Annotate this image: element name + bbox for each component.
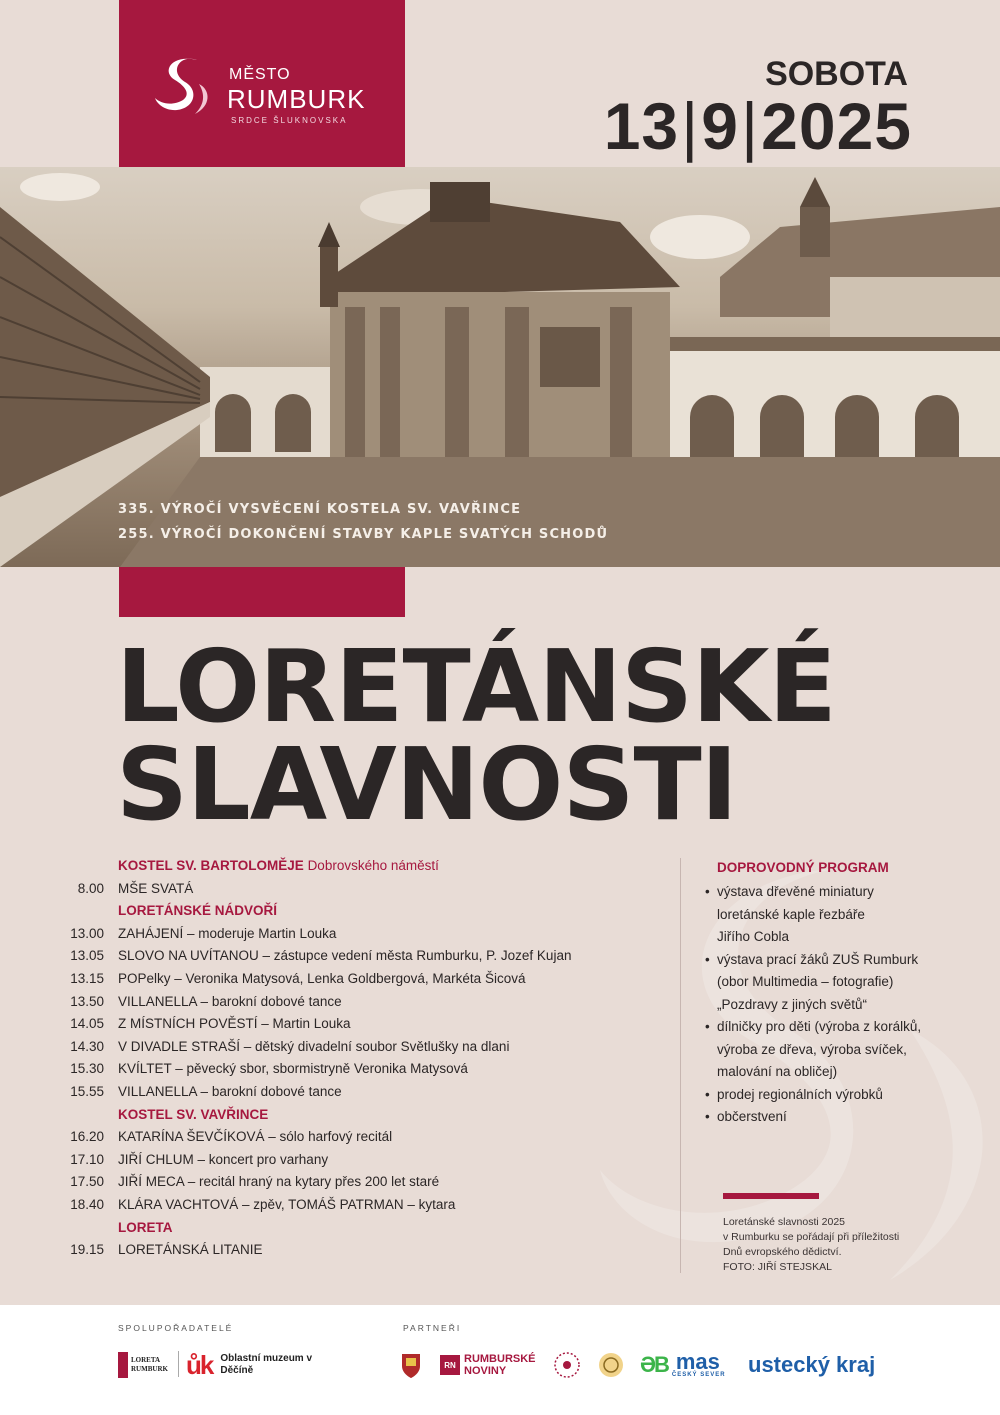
side-program-item [705,881,975,949]
column-divider [680,858,681,1273]
program-item [0,971,680,994]
venue-name [118,1220,173,1235]
side-program-item [705,1084,975,1107]
side-program-item [705,1016,975,1084]
venue-name [118,858,439,873]
program-time: 13.50 [70,993,104,1009]
program-time: 13.00 [70,925,104,941]
crest-logo [400,1347,422,1383]
mas-mark-icon: ƏB [640,1352,668,1377]
note-accent-bar [723,1193,819,1199]
program-description: VILLANELLA – barokní dobové tance [118,993,342,1009]
program-item [0,1061,680,1084]
side-program-line: • výstava dřevěné miniatury [717,884,874,899]
program-item [0,926,680,949]
note-line: Dnů evropského dědictví. [723,1246,842,1258]
uk-mark: ůk [186,1349,213,1380]
logo-line1: MĚSTO [229,66,291,83]
side-program-line: malování na obličej) [717,1064,838,1079]
loreta-courtyard-photo [0,167,1000,567]
program-venue-heading [0,858,680,881]
program-venue-heading [0,1107,680,1130]
loreta-logo-text: LORETA RUMBURK [131,1356,168,1373]
program-description: KVÍLTET – pěvecký sbor, sbormistryně Veronika Matysová [118,1061,468,1077]
rumburske-noviny-logo [440,1347,536,1383]
side-program-line: výroba ze dřeva, výroba svíček, [717,1041,907,1057]
program-description: JIŘÍ MECA – recitál hraný na kytary přes 200 let staré [118,1174,440,1190]
date-year: 2025 [761,89,912,163]
program-list [0,858,680,1265]
footer-partners [0,1305,1000,1415]
event-note [723,1215,899,1275]
venue-location: Dobrovského náměstí [307,858,439,873]
partners-label: PARTNEŘI [403,1323,462,1333]
event-day: SOBOTA [765,55,908,93]
program-time: 14.30 [70,1038,104,1054]
partner-logo-circle [553,1347,581,1383]
program-description: KATARÍNA ŠEVČÍKOVÁ – sólo harfový recitál [118,1129,393,1145]
ustecky-kraj-logo [748,1347,875,1383]
side-program-line: Jiřího Cobla [717,929,790,944]
date-separator: | [681,89,700,163]
side-program-list [705,881,975,1129]
venue-name [118,1107,268,1122]
side-program-heading: DOPROVODNÝ PROGRAM [717,860,889,875]
mas-subtitle: ČESKÝ SEVER [671,1372,726,1378]
mas-cesky-sever-logo [640,1347,726,1383]
side-program-line: (obor Multimedia – fotografie) [717,974,894,989]
anniversary-caption-1: 335. VÝROČÍ VYSVĚCENÍ KOSTELA SV. VAVŘINCE [118,502,522,517]
rn-text [464,1353,536,1377]
program-item [0,1084,680,1107]
program-time: 13.15 [70,970,104,986]
event-date [604,88,912,164]
mas-text [671,1349,726,1378]
program-description: Z MÍSTNÍCH POVĚSTÍ – Martin Louka [118,1016,351,1032]
logo-tagline: SRDCE ŠLUKNOVSKA [231,116,348,125]
program-description: JIŘÍ CHLUM – koncert pro varhany [118,1151,329,1167]
program-description: POPelky – Veronika Matysová, Lenka Goldbergová, Markéta Šicová [118,970,526,986]
venue-name [118,903,277,918]
program-venue-heading [0,1220,680,1243]
program-item [0,1174,680,1197]
program-item [0,1016,680,1039]
footer-divider [178,1351,179,1377]
loreta-logo [118,1347,173,1383]
program-time: 13.05 [70,948,104,964]
program-description: ZAHÁJENÍ – moderuje Martin Louka [118,925,337,941]
program-item [0,1039,680,1062]
program-description: SLOVO NA UVÍTANOU – zástupce vedení města Rumburku, P. Jozef Kujan [118,948,572,964]
accent-bar [119,567,405,617]
program-description: V DIVADLE STRAŠÍ – dětský divadelní soubor Světlušky na dlani [118,1038,510,1054]
museum-logo [186,1347,320,1383]
program-description: MŠE SVATÁ [118,880,194,896]
venue-title: KOSTEL SV. BARTOLOMĚJE [118,858,304,873]
side-program-item [705,949,975,1017]
program-time: 14.05 [70,1016,104,1032]
program-time: 15.55 [70,1083,104,1099]
crest-icon [400,1350,422,1380]
venue-title: LORETÁNSKÉ NÁDVOŘÍ [118,903,278,919]
note-line: v Rumburku se pořádají při příležitosti [723,1231,900,1243]
museum-name: Oblastní muzeum v Děčíně [220,1353,313,1376]
rn-text-line1: RUMBURSKÉ [464,1353,536,1365]
side-program-line: • prodej regionálních výrobků [717,1086,883,1102]
program-time: 17.50 [70,1174,104,1190]
program-item [0,881,680,904]
mas-name: mas [675,1349,720,1374]
program-time: 19.15 [70,1242,104,1258]
rn-text-line2: NOVINY [464,1365,507,1377]
note-line: Loretánské slavnosti 2025 [723,1216,845,1228]
event-title-line2: SLAVNOSTI [116,726,737,843]
venue-title: KOSTEL SV. VAVŘINCE [118,1106,269,1122]
program-item [0,1242,680,1265]
program-time: 8.00 [77,880,104,896]
swan-logo-icon [149,50,219,120]
sun-emblem-icon [597,1351,625,1379]
program-time: 17.10 [70,1151,104,1167]
star-circle-icon [553,1351,581,1379]
program-venue-heading [0,903,680,926]
program-item [0,994,680,1017]
side-program-line: loretánské kaple řezbáře [717,906,865,922]
rn-mark: RN [440,1355,460,1375]
anniversary-caption-2: 255. VÝROČÍ DOKONČENÍ STAVBY KAPLE SVATÝCH SCHODŮ [118,527,609,542]
program-time: 18.40 [70,1196,104,1212]
program-time: 16.20 [70,1129,104,1145]
side-program-line: • občerstvení [717,1109,787,1124]
side-program-line: „Pozdravy z jiných světů“ [717,996,868,1012]
photo-credit: FOTO: JIŘÍ STEJSKAL [723,1261,832,1273]
side-program-line: • dílničky pro děti (výroba z korálků, [717,1019,922,1034]
event-title-line1: LORETÁNSKÉ [116,628,836,745]
city-logo [119,0,405,167]
program-description: VILLANELLA – barokní dobové tance [118,1083,342,1099]
side-program-item [705,1106,975,1129]
program-item [0,1129,680,1152]
venue-title: LORETA [118,1219,173,1235]
program-item [0,1152,680,1175]
date-day: 13 [603,89,680,163]
program-item [0,1197,680,1220]
ustecky-kraj-text: ustecký kraj [748,1352,876,1377]
partner-logo-sun [597,1347,625,1383]
side-program-line: • výstava prací žáků ZUŠ Rumburk [717,951,919,967]
program-item [0,948,680,971]
loreta-mark-icon [118,1352,128,1378]
program-description: LORETÁNSKÁ LITANIE [118,1242,263,1258]
date-separator: | [741,89,760,163]
date-month: 9 [701,89,740,163]
logo-line2: RUMBURK [227,84,366,114]
program-description: KLÁRA VACHTOVÁ – zpěv, TOMÁŠ PATRMAN – kytara [118,1196,456,1212]
program-time: 15.30 [70,1061,104,1077]
coorganizers-label: SPOLUPOŘADATELÉ [118,1323,234,1333]
